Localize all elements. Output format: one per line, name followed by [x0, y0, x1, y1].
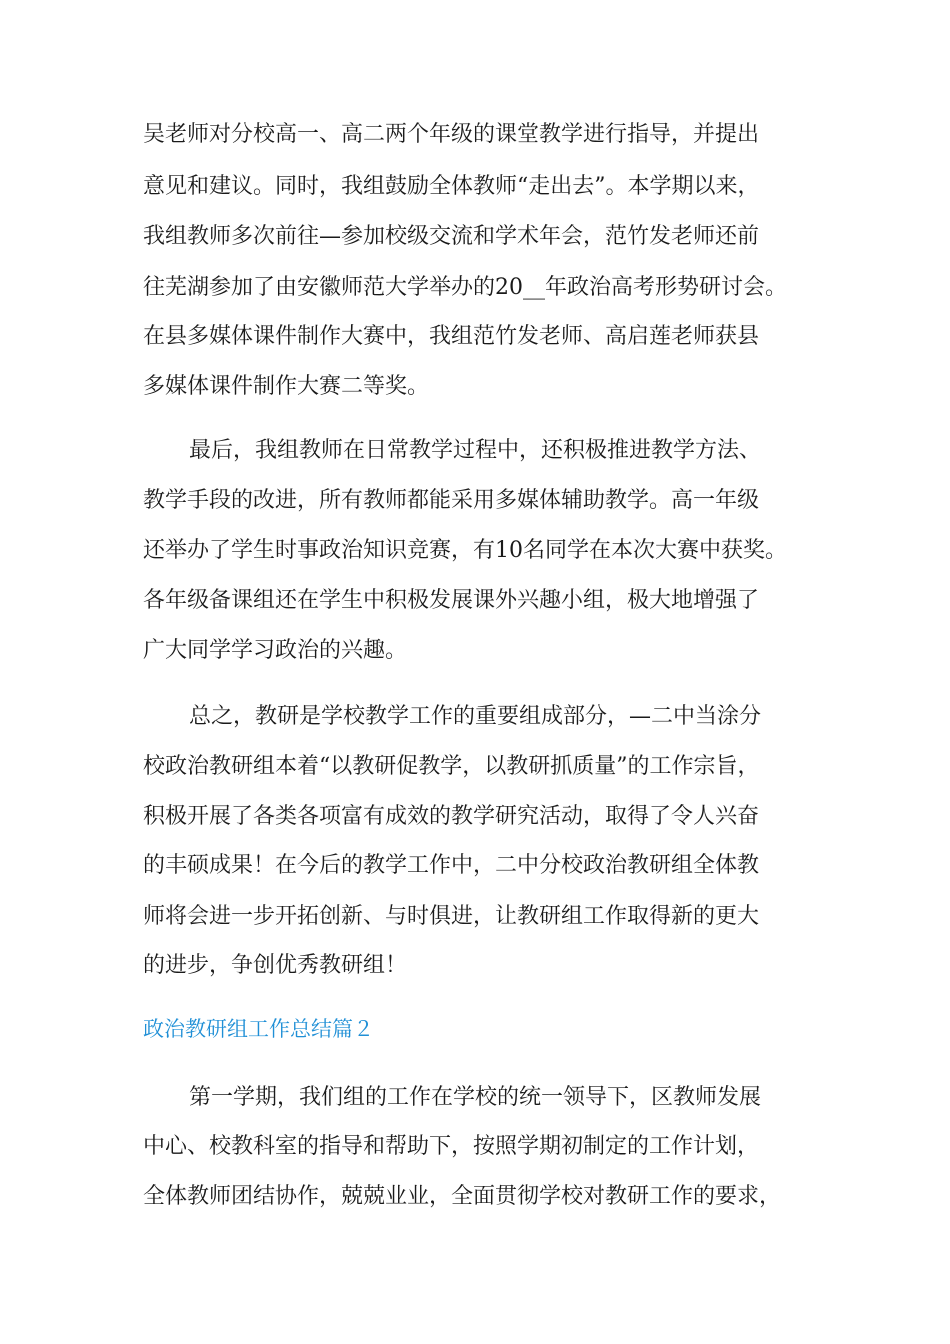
section-paragraph-line-3: 全体教师团结协作，兢兢业业，全面贯彻学校对教研工作的要求，: [143, 1184, 782, 1209]
paragraph-3-line-4: 的丰硕成果！在今后的教学工作中，二中分校政治教研组全体教: [143, 853, 760, 878]
paragraph-2-line-5: 广大同学学习政治的兴趣。: [143, 638, 408, 663]
paragraph-1-line-2: 意见和建议。同时，我组鼓励全体教师“走出去”。本学期以来，: [143, 174, 760, 199]
section-heading: 政治教研组工作总结篇２: [143, 1017, 374, 1041]
paragraph-1-line-3: 我组教师多次前往—参加校级交流和学术年会，范竹发老师还前: [143, 224, 760, 249]
paragraph-2-line-2: 教学手段的改进，所有教师都能采用多媒体辅助教学。高一年级: [143, 488, 760, 513]
paragraph-1-line-5: 在县多媒体课件制作大赛中，我组范竹发老师、高启莲老师获县: [143, 324, 760, 349]
paragraph-1-line-6: 多媒体课件制作大赛二等奖。: [143, 374, 430, 399]
paragraph-3-line-6: 的进步，争创优秀教研组！: [143, 953, 408, 978]
section-paragraph-line-1: 第一学期，我们组的工作在学校的统一领导下，区教师发展: [189, 1085, 762, 1110]
paragraph-1-line-4: 往芜湖参加了由安徽师范大学举办的20__年政治高考形势研讨会。: [143, 275, 787, 300]
paragraph-3-line-2: 校政治教研组本着“以教研促教学，以教研抓质量”的工作宗旨，: [143, 754, 760, 779]
paragraph-2-line-1: 最后，我组教师在日常教学过程中，还积极推进教学方法、: [189, 438, 762, 463]
paragraph-1-line-1: 吴老师对分校高一、高二两个年级的课堂教学进行指导，并提出: [143, 122, 760, 147]
paragraph-3-line-3: 积极开展了各类各项富有成效的教学研究活动，取得了令人兴奋: [143, 804, 760, 829]
paragraph-3-line-5: 师将会进一步开拓创新、与时俱进，让教研组工作取得新的更大: [143, 904, 760, 929]
section-paragraph-line-2: 中心、校教科室的指导和帮助下，按照学期初制定的工作计划，: [143, 1134, 760, 1159]
paragraph-3-line-1: 总之，教研是学校教学工作的重要组成部分，—二中当涂分: [189, 704, 762, 729]
paragraph-2-line-4: 各年级备课组还在学生中积极发展课外兴趣小组，极大地增强了: [143, 588, 760, 613]
paragraph-2-line-3: 还举办了学生时事政治知识竞赛，有10名同学在本次大赛中获奖。: [143, 538, 787, 563]
